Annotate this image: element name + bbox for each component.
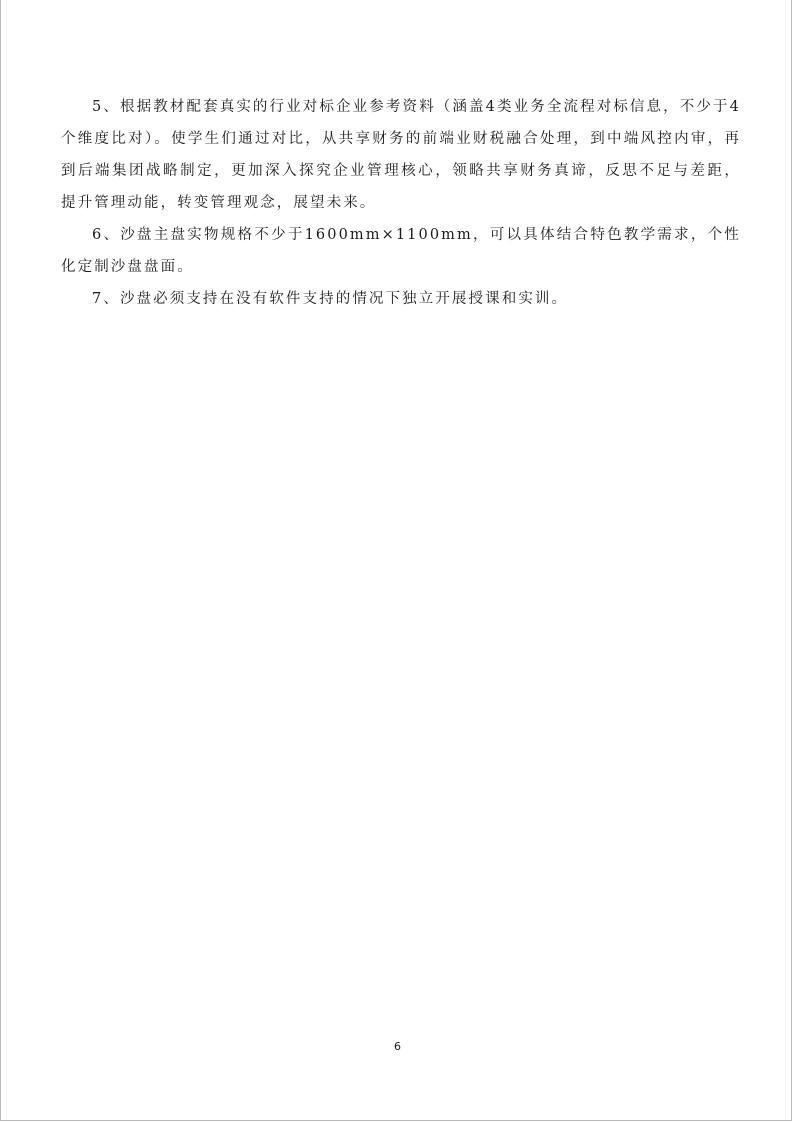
paragraph-number: 6、 [92, 227, 121, 243]
paragraph-item-7 [61, 283, 741, 315]
page-number: 6 [394, 1040, 401, 1053]
paragraph-text: 沙盘主盘实物规格不少于1600mm×1100mm，可以具体结合特色教学需求，个性化定制沙盘盘面。 [61, 227, 741, 275]
paragraph-item-6 [61, 219, 741, 283]
paragraph-text: 根据教材配套真实的行业对标企业参考资料（涵盖4类业务全流程对标信息，不少于4个维度比对）。使学生们通过对比，从共享财务的前端业财税融合处理，到中端风控内审，再到后端集团战略制定，更加深入探究企业管理核心，领略共享财务真谛，反思不足与差距，提升管理动能，转变管理观念，展望未来。 [61, 99, 741, 211]
paragraph-number: 5、 [92, 99, 120, 115]
paragraph-text: 沙盘必须支持在没有软件支持的情况下独立开展授课和实训。 [119, 291, 569, 307]
paragraph-item-5 [61, 91, 741, 219]
document-body [61, 91, 741, 315]
paragraph-number: 7、 [92, 291, 120, 307]
